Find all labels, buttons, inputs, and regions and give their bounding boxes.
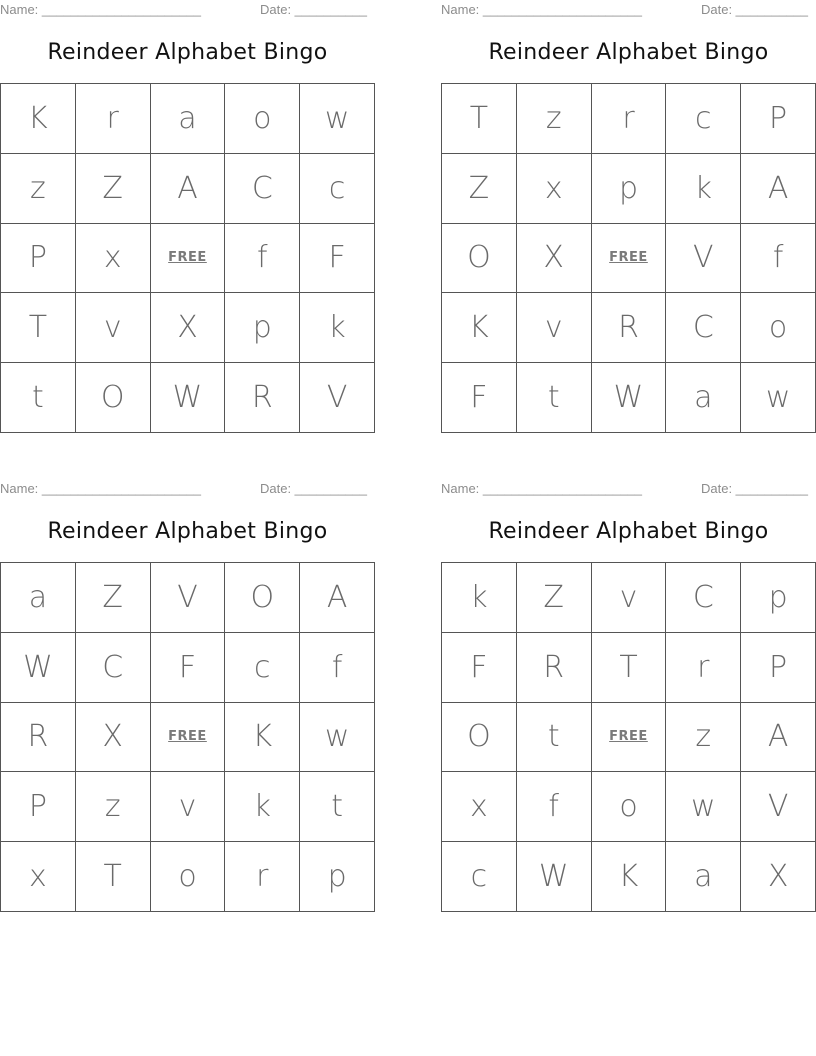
bingo-cell: T bbox=[592, 633, 667, 703]
bingo-cell: z bbox=[76, 772, 151, 842]
bingo-cell: V bbox=[151, 563, 226, 633]
bingo-cell: o bbox=[592, 772, 667, 842]
bingo-cell: t bbox=[300, 772, 375, 842]
bingo-cell: R bbox=[517, 633, 592, 703]
bingo-cell: c bbox=[666, 84, 741, 154]
bingo-card-1 bbox=[0, 0, 375, 440]
bingo-cell: X bbox=[741, 842, 816, 912]
bingo-cell: O bbox=[442, 224, 517, 294]
bingo-cell: C bbox=[666, 293, 741, 363]
bingo-cell: C bbox=[225, 154, 300, 224]
bingo-cell: x bbox=[442, 772, 517, 842]
bingo-cell: Z bbox=[442, 154, 517, 224]
bingo-cell: X bbox=[151, 293, 226, 363]
name-field: Name: ______________________ bbox=[441, 481, 642, 496]
bingo-cell: K bbox=[592, 842, 667, 912]
bingo-grid bbox=[441, 562, 816, 912]
bingo-cell: t bbox=[1, 363, 76, 433]
bingo-cell: A bbox=[741, 703, 816, 773]
bingo-cell: F bbox=[442, 363, 517, 433]
bingo-cell: R bbox=[1, 703, 76, 773]
bingo-cell: f bbox=[225, 224, 300, 294]
bingo-cell: P bbox=[741, 84, 816, 154]
bingo-cell: C bbox=[76, 633, 151, 703]
date-field: Date: __________ bbox=[701, 2, 808, 17]
bingo-cell: v bbox=[517, 293, 592, 363]
card-header bbox=[0, 2, 375, 18]
date-field: Date: __________ bbox=[701, 481, 808, 496]
card-header bbox=[0, 481, 375, 497]
bingo-cell: k bbox=[300, 293, 375, 363]
bingo-grid bbox=[0, 562, 375, 912]
bingo-cell: v bbox=[592, 563, 667, 633]
free-space: FREE bbox=[592, 703, 667, 773]
free-space: FREE bbox=[151, 703, 226, 773]
bingo-cell: W bbox=[151, 363, 226, 433]
bingo-cell: f bbox=[517, 772, 592, 842]
name-field: Name: ______________________ bbox=[0, 481, 201, 496]
bingo-cell: K bbox=[225, 703, 300, 773]
bingo-cell: x bbox=[1, 842, 76, 912]
bingo-cell: w bbox=[300, 703, 375, 773]
bingo-cell: O bbox=[225, 563, 300, 633]
free-space: FREE bbox=[592, 224, 667, 294]
bingo-cell: a bbox=[151, 84, 226, 154]
bingo-cell: r bbox=[225, 842, 300, 912]
free-space: FREE bbox=[151, 224, 226, 294]
bingo-cell: A bbox=[741, 154, 816, 224]
bingo-cell: T bbox=[1, 293, 76, 363]
date-field: Date: __________ bbox=[260, 2, 367, 17]
bingo-cell: O bbox=[442, 703, 517, 773]
bingo-cell: X bbox=[76, 703, 151, 773]
bingo-cell: V bbox=[741, 772, 816, 842]
bingo-cell: p bbox=[741, 563, 816, 633]
bingo-cell: c bbox=[300, 154, 375, 224]
bingo-cell: c bbox=[442, 842, 517, 912]
card-header bbox=[441, 2, 816, 18]
bingo-cell: w bbox=[741, 363, 816, 433]
bingo-cell: W bbox=[1, 633, 76, 703]
card-header bbox=[441, 481, 816, 497]
bingo-cell: P bbox=[1, 772, 76, 842]
bingo-cell: F bbox=[151, 633, 226, 703]
bingo-cell: o bbox=[741, 293, 816, 363]
card-title: Reindeer Alphabet Bingo bbox=[47, 40, 328, 65]
date-field: Date: __________ bbox=[260, 481, 367, 496]
bingo-cell: T bbox=[76, 842, 151, 912]
bingo-cell: v bbox=[76, 293, 151, 363]
bingo-cell: V bbox=[300, 363, 375, 433]
card-title: Reindeer Alphabet Bingo bbox=[488, 40, 769, 65]
bingo-cell: W bbox=[592, 363, 667, 433]
card-title: Reindeer Alphabet Bingo bbox=[488, 519, 769, 544]
bingo-cell: o bbox=[151, 842, 226, 912]
bingo-cell: R bbox=[592, 293, 667, 363]
bingo-cell: p bbox=[592, 154, 667, 224]
bingo-cell: a bbox=[666, 363, 741, 433]
bingo-cell: W bbox=[517, 842, 592, 912]
bingo-cell: r bbox=[666, 633, 741, 703]
bingo-cell: K bbox=[442, 293, 517, 363]
bingo-cell: z bbox=[1, 154, 76, 224]
bingo-cell: k bbox=[442, 563, 517, 633]
bingo-cell: Z bbox=[76, 563, 151, 633]
bingo-cell: f bbox=[741, 224, 816, 294]
bingo-cell: x bbox=[76, 224, 151, 294]
bingo-cell: a bbox=[666, 842, 741, 912]
bingo-cell: r bbox=[592, 84, 667, 154]
bingo-cell: w bbox=[300, 84, 375, 154]
card-title: Reindeer Alphabet Bingo bbox=[47, 519, 328, 544]
bingo-cell: R bbox=[225, 363, 300, 433]
bingo-cell: t bbox=[517, 703, 592, 773]
bingo-cell: F bbox=[300, 224, 375, 294]
bingo-cell: V bbox=[666, 224, 741, 294]
bingo-cell: x bbox=[517, 154, 592, 224]
bingo-cell: z bbox=[517, 84, 592, 154]
bingo-cell: p bbox=[300, 842, 375, 912]
bingo-card-3 bbox=[0, 479, 375, 919]
bingo-cell: A bbox=[300, 563, 375, 633]
bingo-cell: k bbox=[225, 772, 300, 842]
bingo-cell: f bbox=[300, 633, 375, 703]
bingo-cell: r bbox=[76, 84, 151, 154]
bingo-cell: v bbox=[151, 772, 226, 842]
bingo-grid bbox=[0, 83, 375, 433]
bingo-cell: K bbox=[1, 84, 76, 154]
bingo-cell: Z bbox=[76, 154, 151, 224]
bingo-cell: k bbox=[666, 154, 741, 224]
bingo-cell: w bbox=[666, 772, 741, 842]
bingo-cell: p bbox=[225, 293, 300, 363]
bingo-cell: P bbox=[1, 224, 76, 294]
bingo-cell: o bbox=[225, 84, 300, 154]
bingo-cell: c bbox=[225, 633, 300, 703]
bingo-cell: a bbox=[1, 563, 76, 633]
bingo-cell: X bbox=[517, 224, 592, 294]
bingo-cell: C bbox=[666, 563, 741, 633]
bingo-card-2 bbox=[441, 0, 816, 440]
bingo-cell: Z bbox=[517, 563, 592, 633]
bingo-card-4 bbox=[441, 479, 816, 919]
bingo-cell: P bbox=[741, 633, 816, 703]
bingo-cell: t bbox=[517, 363, 592, 433]
name-field: Name: ______________________ bbox=[441, 2, 642, 17]
name-field: Name: ______________________ bbox=[0, 2, 201, 17]
bingo-cell: F bbox=[442, 633, 517, 703]
bingo-cell: O bbox=[76, 363, 151, 433]
bingo-cell: z bbox=[666, 703, 741, 773]
bingo-cell: A bbox=[151, 154, 226, 224]
bingo-grid bbox=[441, 83, 816, 433]
bingo-cell: T bbox=[442, 84, 517, 154]
